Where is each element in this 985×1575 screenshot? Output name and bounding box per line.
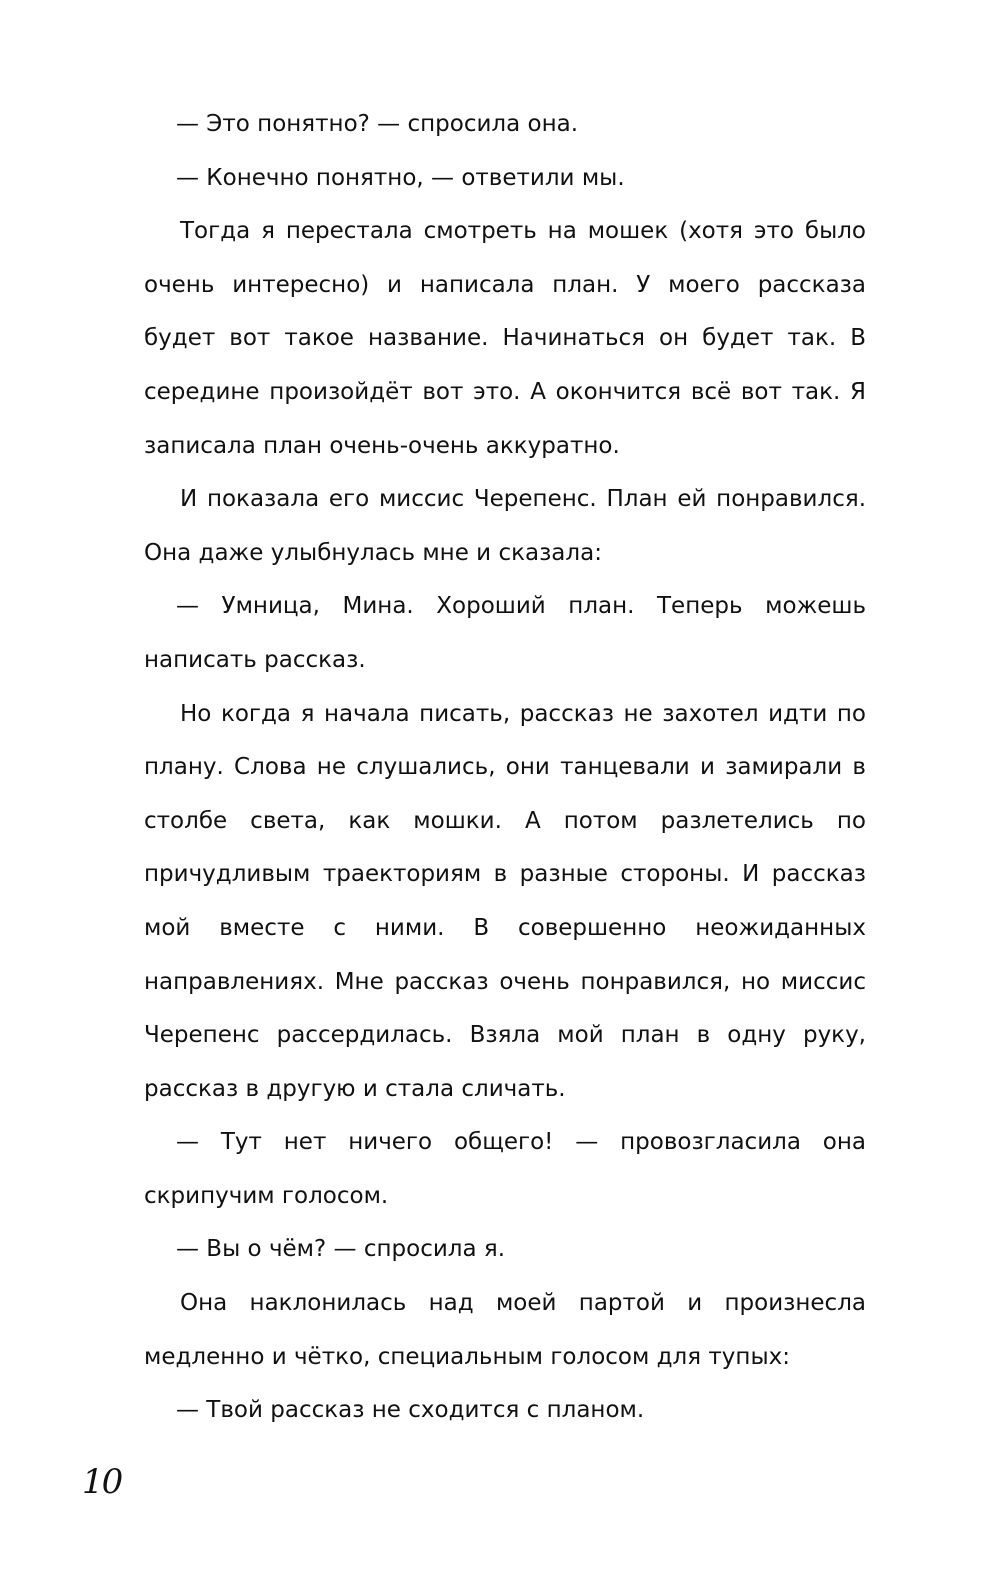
- paragraph: Тогда я перестала смотреть на мошек (хотя это было очень интересно) и написала план. У моего рассказа будет вот такое название. Начинаться он будет так. В середине произойдёт вот это. А окончится всё вот так. Я записала план очень-очень аккуратно.: [144, 218, 866, 459]
- dialogue-line: — Твой рассказ не сходится с планом.: [176, 1397, 645, 1424]
- dialogue-line: — Умница, Мина. Хороший план. Теперь можешь написать рассказ.: [144, 593, 866, 673]
- paragraph: И показала его миссис Черепенс. План ей понравился. Она даже улыбнулась мне и сказала:: [144, 486, 866, 566]
- dialogue-line: — Конечно понятно, — ответили мы.: [176, 164, 625, 191]
- page-number: 10: [82, 1462, 122, 1502]
- paragraph: Но когда я начала писать, рассказ не захотел идти по плану. Слова не слушались, они танцевали и замирали в столбе света, как мошки. А потом разлетелись по причудливым траекториям в разные стороны. И рассказ мой вместе с ними. В совершенно неожиданных направлениях. Мне рассказ очень понравился, но миссис Черепенс рассердилась. Взяла мой план в одну руку, рассказ в другую и стала сличать.: [144, 700, 866, 1102]
- dialogue-line: — Вы о чём? — спросила я.: [176, 1236, 506, 1263]
- paragraph: Она наклонилась над моей партой и произнесла медленно и чётко, специальным голосом для тупых:: [144, 1290, 866, 1370]
- page-body-text: [144, 98, 866, 1438]
- dialogue-line: — Тут нет ничего общего! — провозгласила она скрипучим голосом.: [144, 1129, 866, 1209]
- dialogue-line: — Это понятно? — спросила она.: [176, 111, 579, 137]
